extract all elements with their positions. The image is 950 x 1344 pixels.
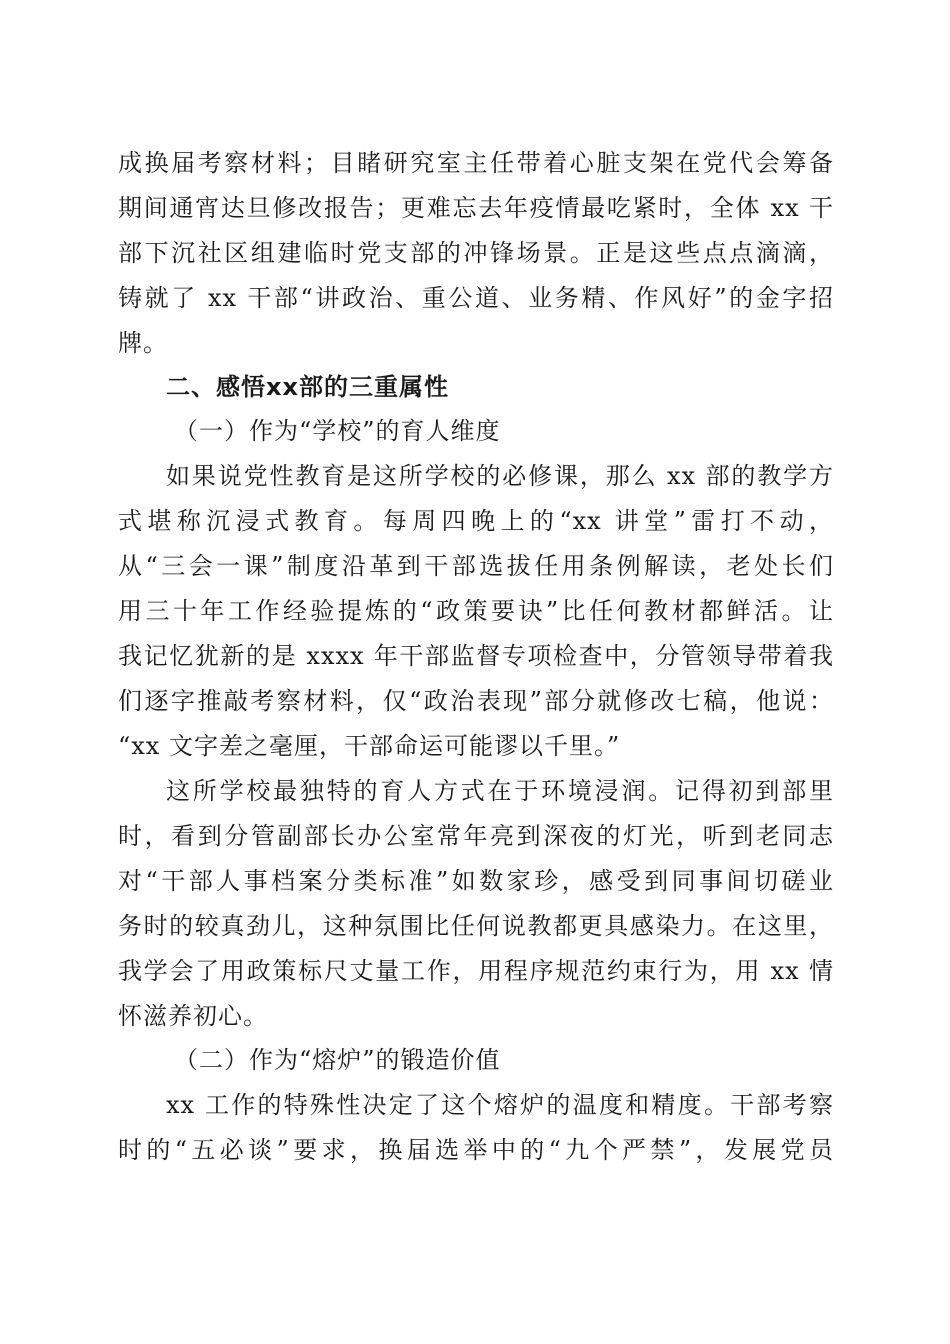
text-line: 时的“五必谈”要求，换届选举中的“九个严禁”，发展党员 [118, 1136, 834, 1164]
text-line: 牌。 [118, 329, 168, 357]
text-line: 时，看到分管副部长办公室常年亮到深夜的灯光，听到老同志 [118, 822, 834, 850]
text-line: 成换届考察材料；目睹研究室主任带着心脏支架在党代会筹备 [118, 149, 834, 177]
text-line: 从“三会一课”制度沿革到干部选拔任用条例解读，老处长们 [118, 552, 834, 580]
text-line: 我学会了用政策标尺丈量工作，用程序规范约束行为，用 xx 情 [118, 957, 834, 985]
section-heading: 二、感悟xx部的三重属性 [166, 373, 449, 401]
text-line: 这所学校最独特的育人方式在于环境浸润。记得初到部里 [166, 777, 834, 805]
text-line: “xx 文字差之毫厘，干部命运可能谬以千里。” [118, 732, 621, 760]
text-line: 用三十年工作经验提炼的“政策要诀”比任何教材都鲜活。让 [118, 597, 834, 625]
text-line: 期间通宵达旦修改报告；更难忘去年疫情最吃紧时，全体 xx 干 [118, 194, 834, 222]
text-line: 我记忆犹新的是 xxxx 年干部监督专项检查中，分管领导带着我 [118, 642, 834, 670]
text-line: 务时的较真劲儿，这种氛围比任何说教都更具感染力。在这里， [118, 912, 834, 940]
text-line: 如果说党性教育是这所学校的必修课，那么 xx 部的教学方 [166, 462, 834, 490]
text-line: 铸就了 xx 干部“讲政治、重公道、业务精、作风好”的金字招 [118, 284, 834, 312]
text-line: 们逐字推敲考察材料，仅“政治表现”部分就修改七稿，他说： [118, 687, 834, 715]
text-line: 怀滋养初心。 [118, 1002, 268, 1030]
subsection-heading: （一）作为“学校”的育人维度 [174, 417, 501, 445]
text-line: 部下沉社区组建临时党支部的冲锋场景。正是这些点点滴滴， [118, 239, 834, 267]
text-line: 对“干部人事档案分类标准”如数家珍，感受到同事间切磋业 [118, 867, 834, 895]
text-line: xx 工作的特殊性决定了这个熔炉的温度和精度。干部考察 [166, 1091, 834, 1119]
text-line: 式堪称沉浸式教育。每周四晚上的“xx 讲堂”雷打不动， [118, 507, 834, 535]
subsection-heading: （二）作为“熔炉”的锻造价值 [174, 1046, 501, 1074]
